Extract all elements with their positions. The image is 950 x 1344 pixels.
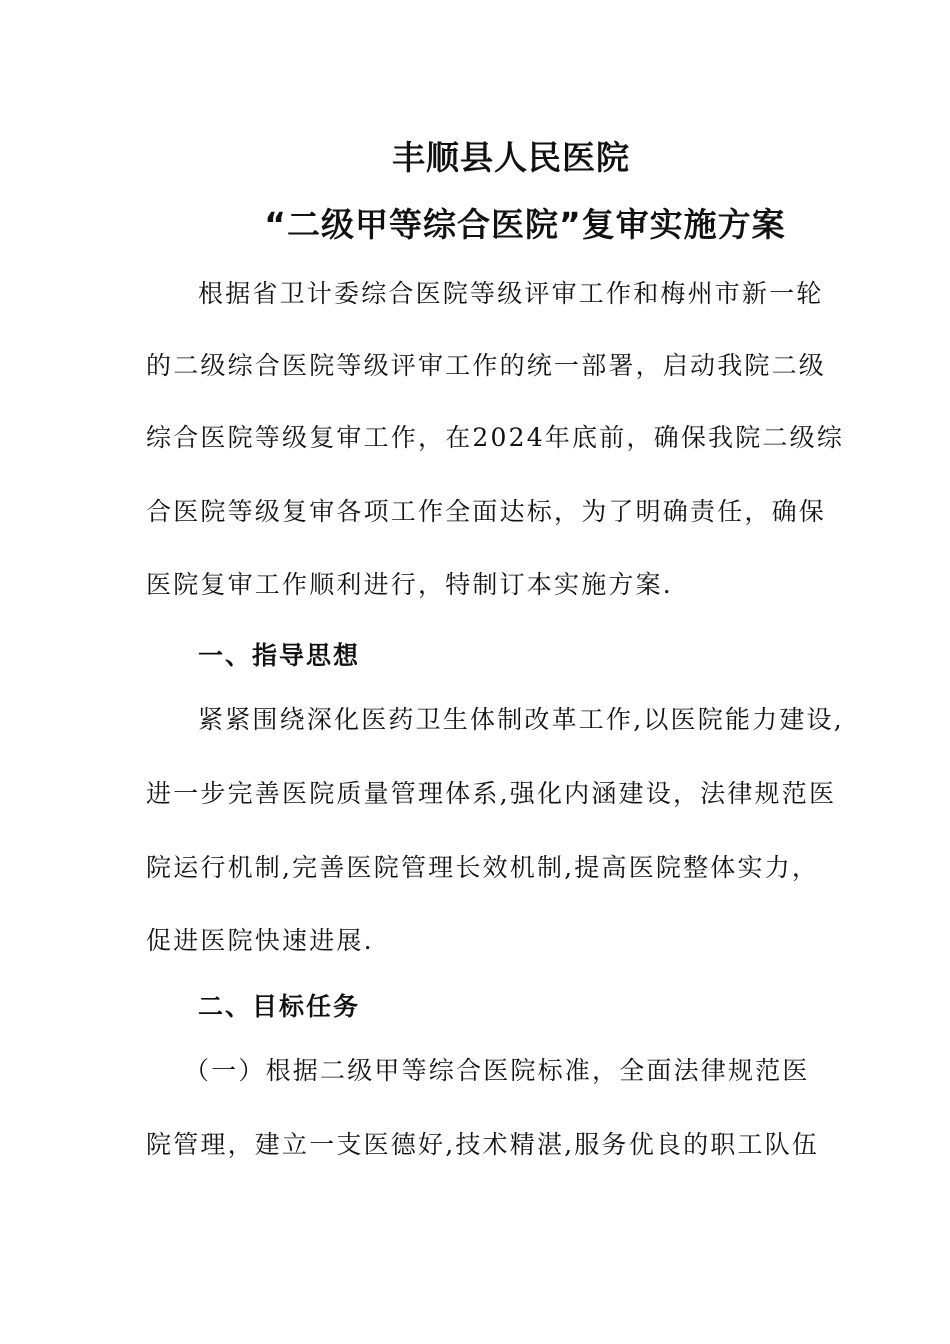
document-title-plan: “二级甲等综合医院”复审实施方案 bbox=[264, 205, 786, 244]
section1-line-1: 紧紧围绕深化医药卫生体制改革工作,以医院能力建设, bbox=[198, 705, 844, 734]
document-title-hospital: 丰顺县人民医院 bbox=[392, 138, 630, 177]
intro-line-4: 合医院等级复审各项工作全面达标，为了明确责任，确保 bbox=[146, 497, 827, 526]
section2-line-1: （一）根据二级甲等综合医院标准，全面法律规范医 bbox=[184, 1056, 810, 1085]
section-heading-guiding-ideology: 一、指导思想 bbox=[198, 641, 361, 670]
intro-line-3: 综合医院等级复审工作，在2024年底前，确保我院二级综 bbox=[146, 423, 845, 452]
section1-line-4: 促进医院快速进展. bbox=[146, 926, 374, 955]
section-heading-target-tasks: 二、目标任务 bbox=[198, 992, 361, 1021]
section1-line-3: 院运行机制,完善医院管理长效机制,提高医院整体实力， bbox=[146, 853, 820, 882]
section2-line-2: 院管理，建立一支医德好,技术精湛,服务优良的职工队伍 bbox=[146, 1130, 820, 1159]
section1-line-2: 进一步完善医院质量管理体系,强化内涵建设，法律规范医 bbox=[146, 779, 837, 808]
intro-line-5: 医院复审工作顺利进行，特制订本实施方案. bbox=[146, 570, 673, 599]
intro-line-2: 的二级综合医院等级评审工作的统一部署，启动我院二级 bbox=[146, 351, 827, 380]
intro-line-1: 根据省卫计委综合医院等级评审工作和梅州市新一轮 bbox=[198, 279, 824, 308]
